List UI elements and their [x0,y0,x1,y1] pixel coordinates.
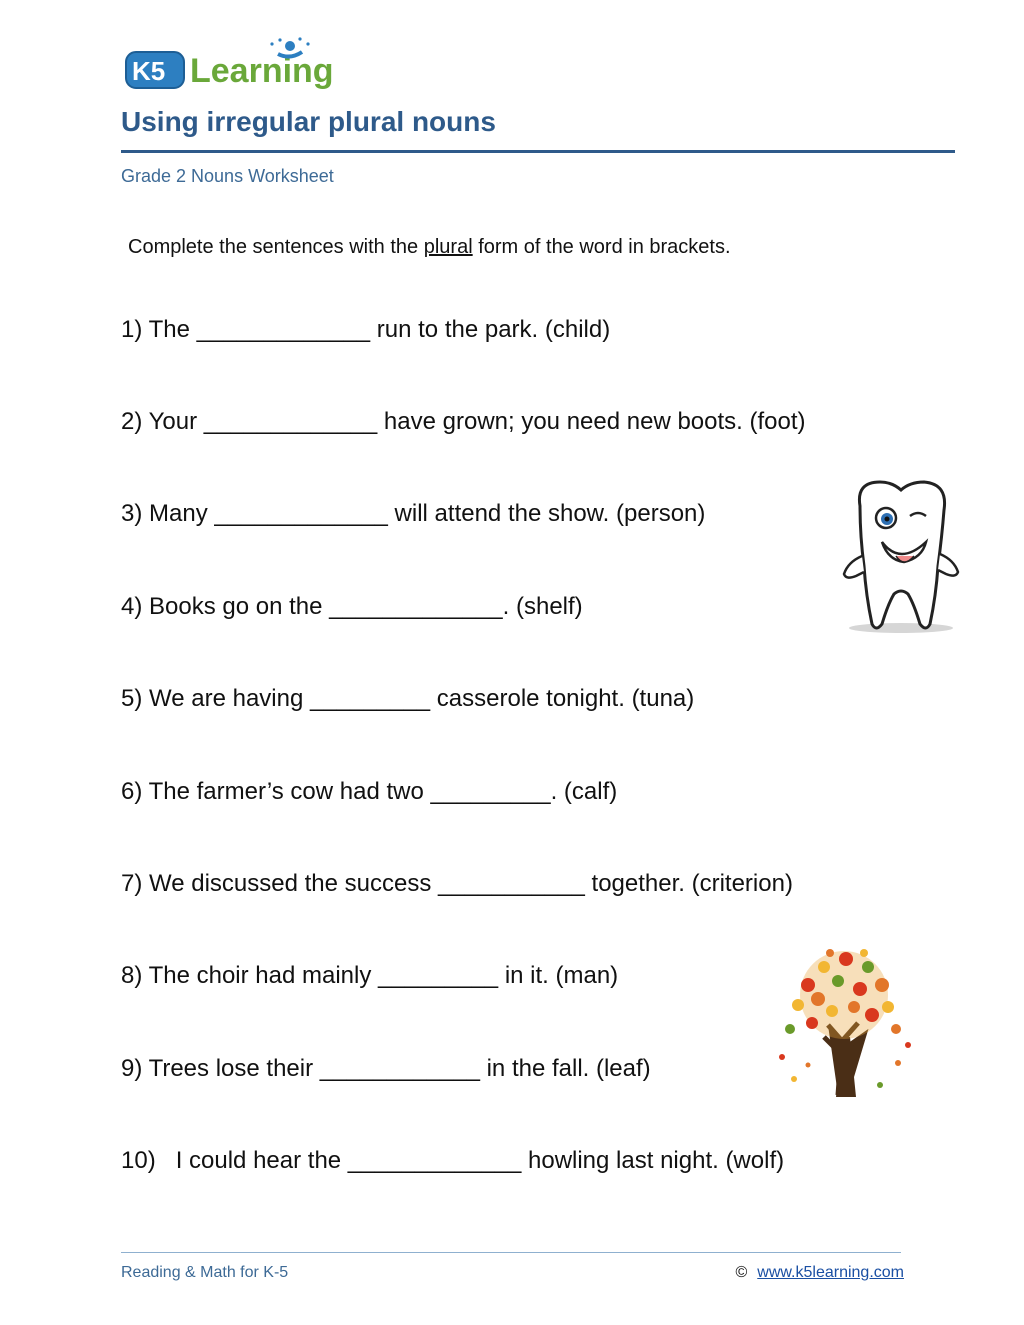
question-10: 10) I could hear the _____________ howling last night. (wolf) [121,1147,785,1174]
instruction-after: form of the word in brackets. [472,236,731,258]
footer-copyright [735,1264,904,1282]
instruction-underlined: plural [423,236,473,258]
title-divider [121,150,955,153]
logo-k5-text: K5 [132,56,166,86]
autumn-tree-illustration [768,945,920,1103]
k5learning-link[interactable]: www.k5learning.com [757,1264,904,1281]
question-5: 5) We are having _________ casserole tonight. (tuna) [121,685,695,712]
k5-learning-logo [122,36,352,96]
logo-learning-text: Learning [190,52,334,90]
footer-divider [121,1252,901,1253]
question-7: 7) We discussed the success ___________ together. (criterion) [121,870,793,897]
question-1: 1) The _____________ run to the park. (child) [121,316,611,343]
footer-tagline: Reading & Math for K-5 [121,1264,289,1281]
question-9: 9) Trees lose their ____________ in the fall. (leaf) [121,1055,651,1082]
question-3: 3) Many _____________ will attend the show. (person) [121,500,706,527]
page-title: Using irregular plural nouns [121,106,496,137]
question-6: 6) The farmer’s cow had two _________. (calf) [121,778,618,805]
question-4: 4) Books go on the _____________. (shelf) [121,593,583,620]
question-2: 2) Your _____________ have grown; you need new boots. (foot) [121,408,806,435]
tooth-cartoon-illustration [838,476,964,636]
instruction-before: Complete the sentences with the [128,236,424,258]
instruction-text [128,236,731,259]
worksheet-subtitle: Grade 2 Nouns Worksheet [121,166,334,186]
copyright-symbol: © [735,1264,748,1281]
question-8: 8) The choir had mainly _________ in it. (man) [121,962,619,989]
